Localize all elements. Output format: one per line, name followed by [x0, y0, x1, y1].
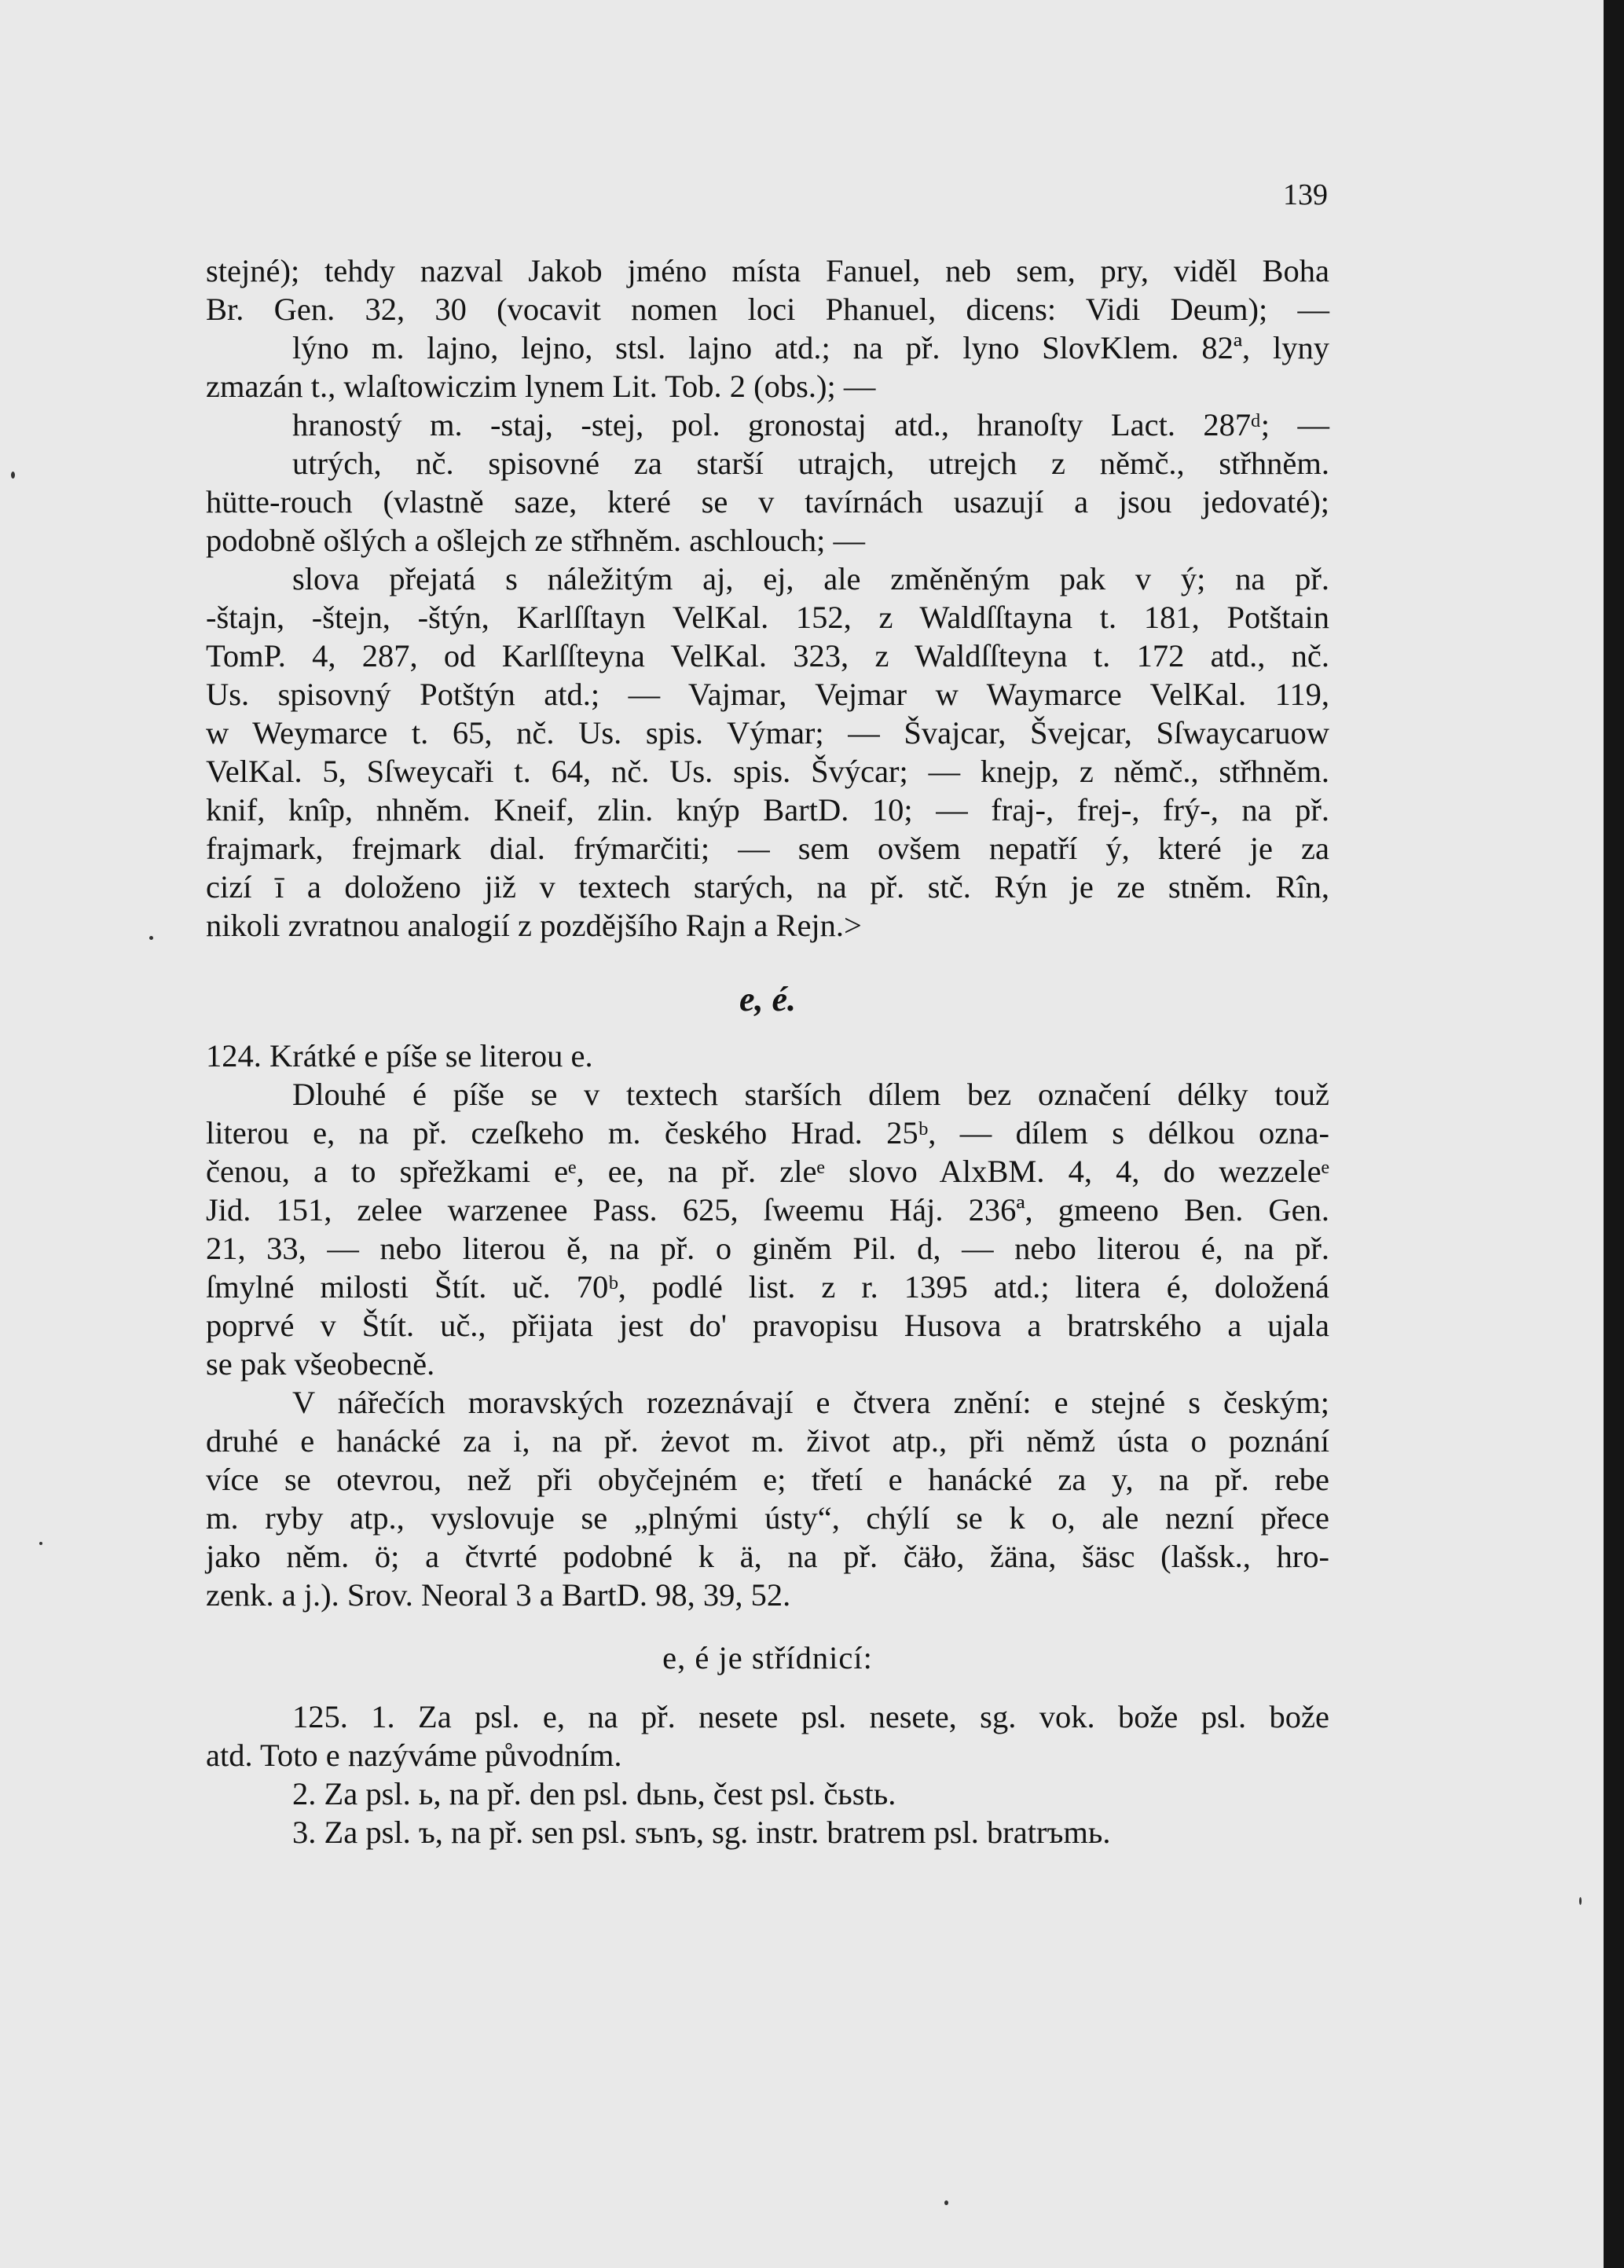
text-line: w Weymarce t. 65, nč. Us. spis. Výmar; — Švajcar, Švejcar, Sſwaycaruow: [206, 715, 1329, 750]
page-number: 139: [1283, 178, 1328, 211]
text-line: se pak všeobecně.: [206, 1346, 435, 1382]
text-line: frajmark, frejmark dial. frýmarčiti; — sem ovšem nepatří ý, které je za: [206, 831, 1329, 866]
text-line: TomP. 4, 287, od Karlſſteyna VelKal. 323, z Waldſſteyna t. 172 atd., nč.: [206, 638, 1329, 673]
text-line: Us. spisovný Potštýn atd.; — Vajmar, Vejmar w Waymarce VelKal. 119,: [206, 677, 1329, 712]
text-line: cizí ī a doloženo již v textech starých, na př. stč. Rýn je ze stněm. Rîn,: [206, 869, 1329, 905]
text-line: VelKal. 5, Sſweycaři t. 64, nč. Us. spis. Švýcar; — knejp, z němč., střhněm.: [206, 754, 1329, 789]
text-line: více se otevrou, než při obyčejném e; třetí e hanácké za y, na př. rebe: [206, 1462, 1329, 1497]
text-line: utrých, nč. spisovné za starší utrajch, utrejch z němč., střhněm.: [292, 446, 1329, 481]
text-line: literou e, na př. czeſkeho m. českého Hrad. 25ᵇ, — dílem s délkou ozna-: [206, 1115, 1329, 1151]
subheading: e, é je střídnicí:: [662, 1640, 873, 1675]
text-line: V nářečích moravských rozeznávají e čtvera znění: e stejné s českým;: [292, 1385, 1329, 1420]
scan-speck: [11, 472, 15, 479]
text-line: čenou, a to spřežkami eᵉ, ee, na př. zleᵉ slovo AlxBM. 4, 4, do wezzeleᵉ: [206, 1154, 1329, 1189]
text-line: 21, 33, — nebo literou ě, na př. o giněm Pil. d, — nebo literou é, na př.: [206, 1231, 1329, 1266]
text-line: Br. Gen. 32, 30 (vocavit nomen loci Phanuel, dicens: Vidi Deum); —: [206, 292, 1329, 327]
section-heading: e, é.: [739, 980, 797, 1018]
page-edge-shadow: [1604, 0, 1624, 2268]
text-line: slova přejatá s náležitým aj, ej, ale změněným pak v ý; na př.: [292, 561, 1329, 596]
text-line: podobně ošlých a ošlejch ze střhněm. aschlouch; —: [206, 523, 866, 558]
text-line: nikoli zvratnou analogií z pozdějšího Rajn a Rejn.>: [206, 908, 862, 943]
text-line: -štajn, -štejn, -štýn, Karlſſtayn VelKal. 152, z Waldſſtayna t. 181, Potštain: [206, 600, 1329, 635]
text-line: jako něm. ö; a čtvrté podobné k ä, na př. čäło, žäna, šäsc (lašsk., hro-: [206, 1539, 1329, 1574]
text-line: druhé e hanácké za i, na př. żevot m. život atp., při němž ústa o poznání: [206, 1423, 1329, 1459]
text-line: poprvé v Štít. uč., přijata jest do' pravopisu Husova a bratrského a ujala: [206, 1308, 1329, 1343]
text-line: m. ryby atp., vyslovuje se „plnými ústy“, chýlí se k o, ale nezní přece: [206, 1500, 1329, 1536]
text-line: stejné); tehdy nazval Jakob jméno místa Fanuel, neb sem, pry, viděl Boha: [206, 253, 1329, 288]
text-line: 3. Za psl. ъ, na př. sen psl. sъnъ, sg. instr. bratrem psl. bratrъmь.: [292, 1815, 1111, 1850]
section-124-first-line: 124. Krátké e píše se literou e.: [206, 1038, 593, 1073]
text-line: zenk. a j.). Srov. Neoral 3 a BartD. 98, 39, 52.: [206, 1577, 791, 1613]
text-line: hütte-rouch (vlastně saze, které se v tavírnách usazují a jsou jedovaté);: [206, 484, 1329, 519]
scan-speck: [39, 1542, 42, 1545]
scan-speck: [149, 936, 153, 940]
body-text: [206, 251, 1329, 1851]
text-line: Dlouhé é píše se v textech starších dílem bez označení délky touž: [292, 1077, 1329, 1112]
text-line: hranostý m. -staj, -stej, pol. gronostaj atd., hranoſty Lact. 287ᵈ; —: [292, 407, 1329, 442]
section-125-first-line: 125. 1. Za psl. e, na př. nesete psl. nesete, sg. vok. bože psl. bože: [292, 1699, 1329, 1734]
text-line: 2. Za psl. ь, na př. den psl. dьnь, čest psl. čьstь.: [292, 1776, 896, 1811]
text-line: ſmylné milosti Štít. uč. 70ᵇ, podlé list. z r. 1395 atd.; litera é, doložená: [206, 1269, 1329, 1305]
text-line: Jid. 151, zelee warzenee Pass. 625, ſweemu Háj. 236ª, gmeeno Ben. Gen.: [206, 1192, 1329, 1228]
text-line: zmazán t., wlaſtowiczim lynem Lit. Tob. 2 (obs.); —: [206, 369, 876, 404]
text-line: knif, knîp, nhněm. Kneif, zlin. knýp BartD. 10; — fraj-, frej-, frý-, na př.: [206, 792, 1329, 828]
text-line: atd. Toto e nazýváme původním.: [206, 1738, 622, 1773]
scan-speck: [1579, 1897, 1582, 1905]
text-line: lýno m. lajno, lejno, stsl. lajno atd.; na př. lyno SlovKlem. 82ª, lyny: [292, 330, 1329, 365]
scan-speck: [944, 2200, 948, 2205]
